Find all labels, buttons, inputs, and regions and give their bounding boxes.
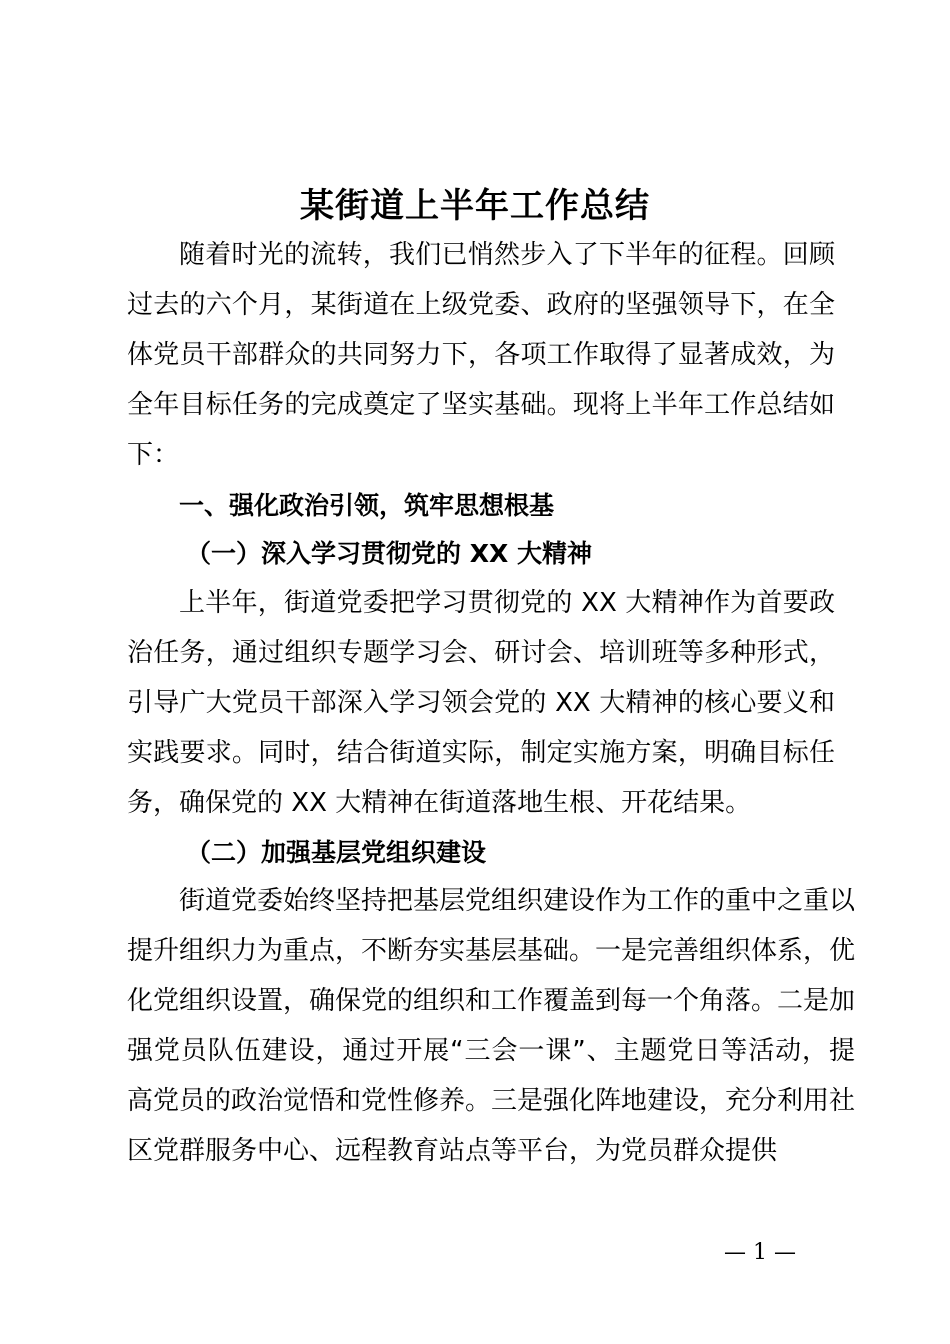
section-heading: 一、强化政治引领，筑牢思想根基 xyxy=(179,491,555,520)
intro-paragraph: 随着时光的流转，我们已悄然步入了下半年的征程。回顾过去的六个月，某街道在上级党委、政府的坚强领导下，在全体党员干部群众的共同努力下，各项工作取得了显著成效，为全年目标任务的完成奠定了坚实基础。现将上半年工作总结如下： xyxy=(127,240,835,470)
page-number: — 1 — xyxy=(724,1240,796,1265)
subsection-paragraph: 街道党委始终坚持把基层党组织建设作为工作的重中之重以提升组织力为重点，不断夯实基层基础。一是完善组织体系，优化党组织设置，确保党的组织和工作覆盖到每一个角落。二是加强党员队伍建设，通过开展“三会一课”、主题党日等活动，提高党员的政治觉悟和党性修养。三是强化阵地建设，充分利用社区党群服务中心、远程教育站点等平台，为党员群众提供 xyxy=(127,886,856,1166)
subsection-heading: （二）加强基层党组织建设 xyxy=(186,838,487,867)
subsection-paragraph: 上半年，街道党委把学习贯彻党的 XX 大精神作为首要政治任务，通过组织专题学习会、研讨会、培训班等多种形式，引导广大党员干部深入学习领会党的 XX 大精神的核心要义和实践要求。同时，结合街道实际，制定实施方案，明确目标任务，确保党的 XX 大精神在街道落地生根、开花结果。 xyxy=(127,588,835,818)
document-title: 某街道上半年工作总结 xyxy=(300,186,650,226)
subsection-heading: （一）深入学习贯彻党的 XX 大精神 xyxy=(186,539,592,568)
